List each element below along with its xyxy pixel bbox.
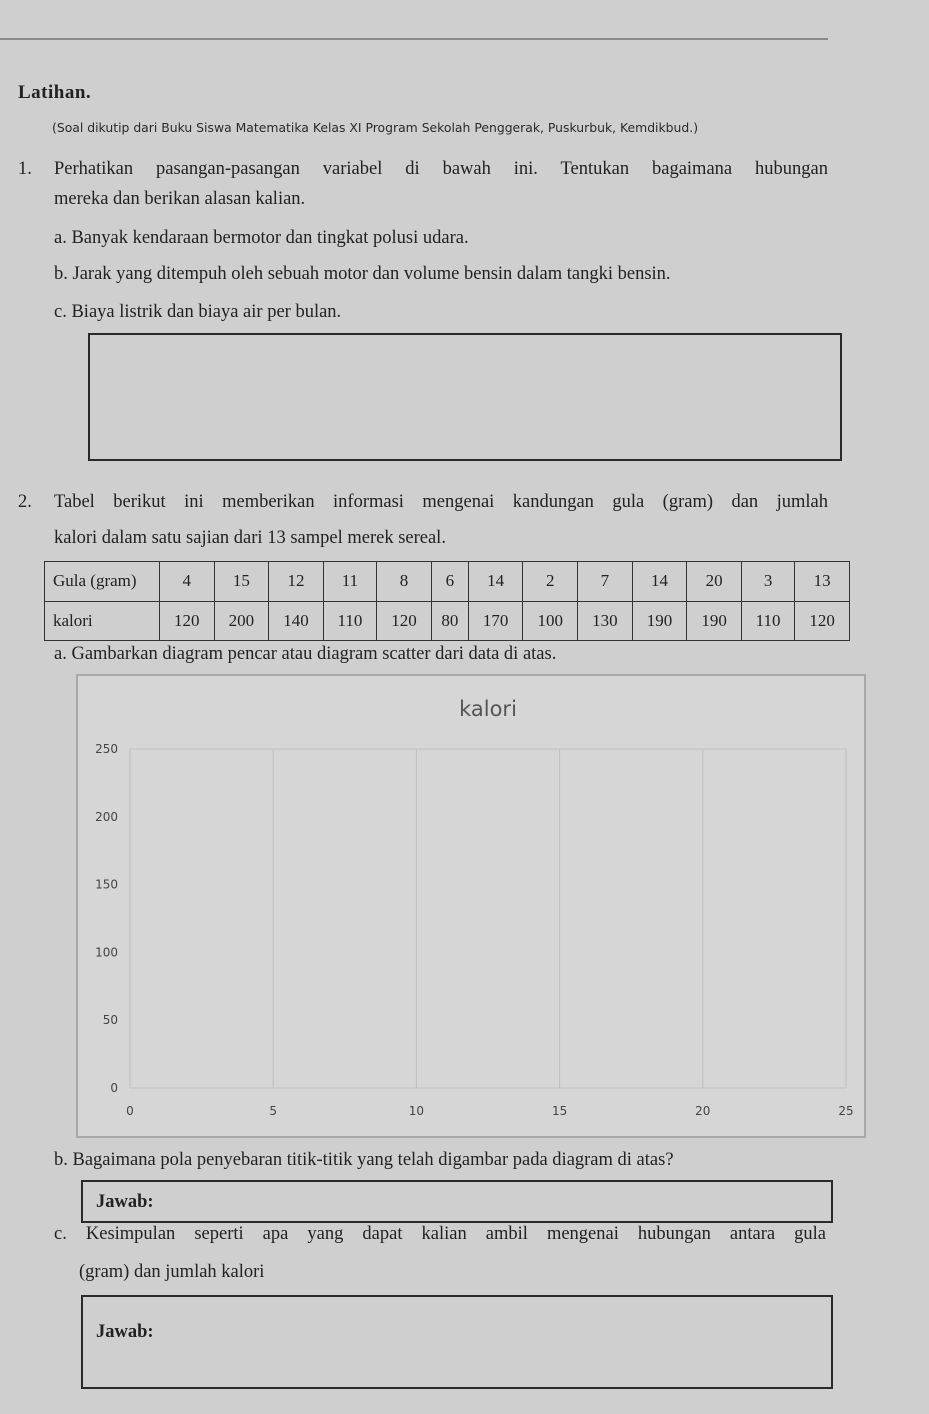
table-cell: 130 — [578, 601, 633, 641]
x-tick-label: 5 — [269, 1104, 278, 1118]
table-cell: 100 — [523, 601, 578, 641]
q2-part-c-line2: (gram) dan jumlah kalori — [79, 1262, 265, 1282]
y-tick-label: 250 — [95, 742, 118, 756]
top-rule — [0, 38, 828, 40]
q1-item-c: c. Biaya listrik dan biaya air per bulan. — [54, 302, 342, 322]
table-cell: 15 — [214, 562, 269, 602]
x-tick-label: 0 — [126, 1104, 134, 1118]
data-table — [44, 561, 850, 641]
table-cell: 190 — [632, 601, 687, 641]
q2-text-line2: kalori dalam satu sajian dari 13 sampel merek sereal. — [54, 528, 446, 548]
y-tick-label: 200 — [95, 809, 118, 824]
table-cell: 200 — [214, 601, 269, 641]
table-cell: 120 — [377, 601, 432, 641]
q2c-jawab-label: Jawab: — [96, 1322, 154, 1342]
table-cell: 12 — [269, 562, 324, 602]
table-cell: 170 — [468, 601, 523, 641]
source-note: (Soal dikutip dari Buku Siswa Matematika Kelas XI Program Sekolah Penggerak, Puskurbuk, Kemdikbud.) — [52, 120, 699, 135]
q2-line1 — [18, 484, 828, 520]
y-tick-label: 50 — [102, 1013, 118, 1028]
table-cell: 20 — [687, 562, 742, 602]
table-cell: 80 — [431, 601, 468, 641]
chart-title: kalori — [459, 697, 517, 721]
table-cell: 110 — [323, 601, 376, 641]
q1-item-a: a. Banyak kendaraan bermotor dan tingkat polusi udara. — [54, 228, 469, 248]
x-tick-label: 10 — [408, 1104, 425, 1118]
table-cell: 13 — [795, 562, 850, 602]
table-row-gula — [45, 562, 850, 602]
chart-canvas — [78, 676, 864, 1136]
y-tick-label: 0 — [110, 1081, 118, 1095]
x-tick-label: 15 — [551, 1104, 568, 1118]
table-cell: 110 — [741, 601, 794, 641]
y-tick-label: 150 — [95, 877, 118, 892]
table-cell: 14 — [632, 562, 687, 602]
q1-line1 — [18, 151, 828, 187]
scatter-chart[interactable] — [76, 674, 866, 1138]
q1-item-b: b. Jarak yang ditempuh oleh sebuah motor dan volume bensin dalam tangki bensin. — [54, 264, 671, 284]
table-header-kalori: kalori — [45, 601, 160, 641]
q2c-answer-box[interactable] — [81, 1295, 833, 1389]
q2b-jawab-label: Jawab: — [96, 1192, 154, 1212]
q1-text-line2: mereka dan berikan alasan kalian. — [54, 189, 306, 209]
table-cell: 11 — [323, 562, 376, 602]
table-cell: 2 — [523, 562, 578, 602]
q2-part-a: a. Gambarkan diagram pencar atau diagram scatter dari data di atas. — [54, 644, 557, 664]
table-cell: 14 — [468, 562, 523, 602]
table-cell: 7 — [578, 562, 633, 602]
q1-answer-box[interactable] — [88, 333, 842, 461]
q2b-answer-box[interactable] — [81, 1180, 833, 1223]
x-tick-label: 20 — [695, 1104, 711, 1118]
table-cell: 6 — [431, 562, 468, 602]
x-tick-label: 25 — [838, 1104, 854, 1118]
y-tick-label: 100 — [95, 945, 118, 960]
plot-area — [130, 749, 846, 1088]
table-header-gula: Gula (gram) — [45, 562, 160, 602]
q2-part-c-line1: c. Kesimpulan seperti apa yang dapat kalian ambil mengenai hubungan antara gula — [54, 1224, 826, 1244]
q2-number: 2. — [18, 492, 32, 512]
table-cell: 140 — [269, 601, 324, 641]
page-title: Latihan. — [18, 82, 92, 103]
table-cell: 4 — [160, 562, 215, 602]
q2-part-b: b. Bagaimana pola penyebaran titik-titik yang telah digambar pada diagram di atas? — [54, 1150, 674, 1170]
q1-text-line1: Perhatikan pasangan-pasangan variabel di bawah ini. Tentukan bagaimana hubungan — [54, 159, 828, 179]
table-row-kalori — [45, 601, 850, 641]
table-cell: 190 — [687, 601, 742, 641]
table-cell: 3 — [741, 562, 794, 602]
q1-number: 1. — [18, 159, 32, 179]
table-cell: 120 — [795, 601, 850, 641]
table-cell: 8 — [377, 562, 432, 602]
q2-text-line1: Tabel berikut ini memberikan informasi mengenai kandungan gula (gram) dan jumlah — [54, 492, 828, 512]
table-cell: 120 — [160, 601, 215, 641]
